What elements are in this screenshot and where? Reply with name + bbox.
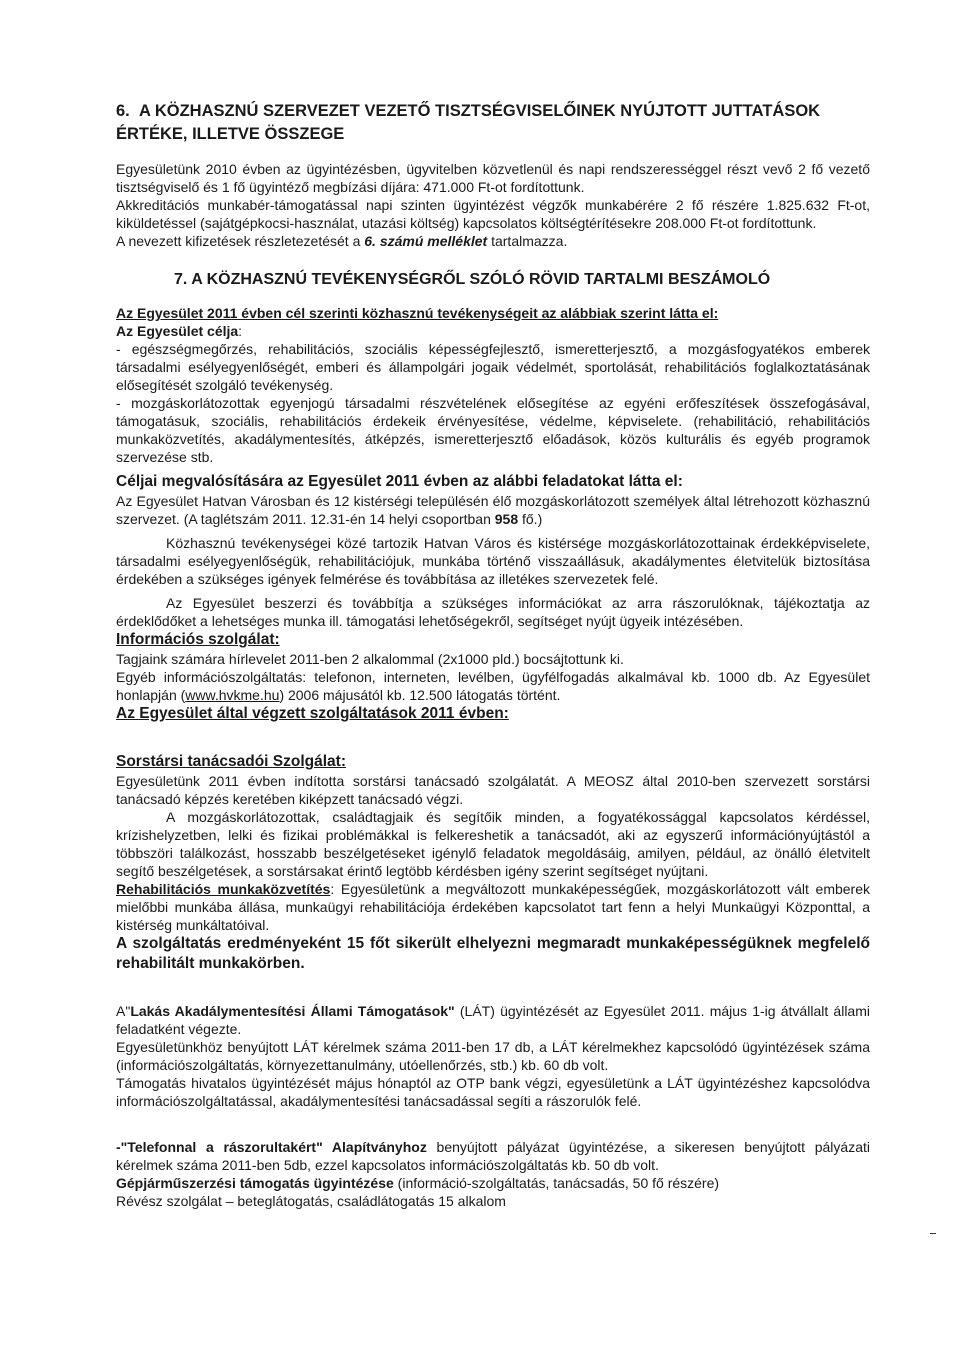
section-6-para2: Akkreditációs munkabér-támogatással napi szinten ügyintézést végzők munkabérére 2 fő részére 1.825.632 Ft-ot, kiküldetéssel (sajátgépkocsi-használat, utazási költség) kapcsolatos költségtérítésekre 208.000 Ft-ot fordítottunk. xyxy=(116,197,870,231)
goal-label: Az Egyesület célja: xyxy=(116,323,243,339)
section-6-title-line1: A KÖZHASZNÚ SZERVEZET VEZETŐ TISZTSÉGVISELŐINEK NYÚJTOTT JUTTATÁSOK xyxy=(138,102,821,120)
tasks-heading: Céljai megvalósítására az Egyesület 2011 évben az alábbi feladatokat látta el: xyxy=(116,473,683,490)
tasks-para2: Közhasznú tevékenységei közé tartozik Hatvan Város és kistérsége mozgáskorlátozottainak érdekképviselete, társadalmi esélyegyenlőségük, rehabilitációjuk, munkába történő visszaállásuk, akadálymentes életvitelük biztosítása érdekében a szükséges igények felmérése és továbbítása az illetékes szervezetek felé. xyxy=(116,535,870,587)
section-6-para1: Egyesületünk 2010 évben az ügyintézésben, ügyvitelben közvetlenül és napi rendszerességgel részt vevő 2 fő vezető tisztségviselő és 1 fő ügyintéző megbízási díjára: 471.000 Ft-ot fordítottunk. xyxy=(116,161,870,195)
rehab-heading: Rehabilitációs munkaközvetítés xyxy=(116,881,331,897)
counsel-para1: Egyesületünk 2011 évben indította sorstársi tanácsadó szolgálatát. A MEOSZ által 2010-ben szervezett sorstársi tanácsadó képzés keretében kiképzett tanácsadó végzi. xyxy=(116,773,870,807)
section-7-title: 7. A KÖZHASZNÚ TEVÉKENYSÉGRŐL SZÓLÓ RÖVID TARTALMI BESZÁMOLÓ xyxy=(174,271,771,288)
lat-para1: A"Lakás Akadálymentesítési Állami Támogatások" (LÁT) ügyintézését az Egyesület 2011. május 1-ig átvállalt állami feladatként végezte. xyxy=(116,1003,870,1037)
revesz-para: Révész szolgálat – beteglátogatás, családlátogatás 15 alkalom xyxy=(116,1193,506,1209)
lat-para3: Támogatás hivatalos ügyintézését május hónaptól az OTP bank végzi, egyesületünk a LÁT ügyintézéshez kapcsolódva információszolgáltatással, akadálymentesítési tanácsadással segíti a rászorulók felé. xyxy=(116,1075,870,1109)
counsel-heading: Sorstársi tanácsadói Szolgálat: xyxy=(116,753,346,770)
activities-heading: Az Egyesület 2011 évben cél szerinti közhasznú tevékenységeit az alábbiak szerint látta el: xyxy=(116,305,719,321)
margin-mark xyxy=(930,1233,936,1234)
services-heading: Az Egyesület által végzett szolgáltatások 2011 évben: xyxy=(116,705,509,722)
rehab-para: Rehabilitációs munkaközvetítés: Egyesületünk a megváltozott munkaképességűek, mozgáskorlátozott vált emberek mielőbbi munkába állása, munkaügyi rehabilitációja érdekében kapcsolatot tart fenn a helyi Munkaügyi Központtal, a kistérség munkáltatóival. xyxy=(116,881,870,933)
info-service-heading: Információs szolgálat: xyxy=(116,631,280,648)
telefon-para: -"Telefonnal a rászorultakért" Alapítványhoz benyújtott pályázat ügyintézése, a sikeresen benyújtott pályázati kérelmek száma 2011-ben 5db, ezzel kapcsolatos információszolgáltatás kb. 50 db volt. xyxy=(116,1139,870,1173)
goal-item-1: - egészségmegőrzés, rehabilitációs, szociális képességfejlesztő, ismeretterjesztő, a mozgásfogyatékos emberek társadalmi esélyegyenlőségét, emberi és állampolgári jogaik védelmét, sportolását, rehabilitációs foglalkoztatásának elősegítését szolgáló tevékenység. xyxy=(116,341,870,393)
section-6-para3: A nevezett kifizetések részletezetését a 6. számú melléklet tartalmazza. xyxy=(116,233,568,249)
attachment-reference: 6. számú melléklet xyxy=(364,233,488,249)
page-content xyxy=(116,100,870,1210)
website-link[interactable]: www.hvkme.hu xyxy=(185,687,280,703)
section-6-number: 6. xyxy=(116,102,130,120)
section-6-title xyxy=(116,100,870,123)
section-6-title-line2: ÉRTÉKE, ILLETVE ÖSSZEGE xyxy=(116,125,345,143)
info-para1: Tagjaink számára hírlevelet 2011-ben 2 alkalommal (2x1000 pld.) bocsájtottunk ki. xyxy=(116,651,624,667)
car-support-para: Gépjárműszerzési támogatás ügyintézése (információ-szolgáltatás, tanácsadás, 50 fő részére) xyxy=(116,1175,720,1191)
counsel-para2: A mozgáskorlátozottak, családtagjaik és segítőik minden, a fogyatékossággal kapcsolatos kérdéssel, krízishelyzetben, lelki és fizikai problémákkal is felkereshetik a tanácsadót, aki az egyszerű információnyújtástól a többszöri találkozást, hosszabb beszélgetéseket igénylő feladatok megoldásáig, amilyen, például, az önálló életvitelt segítő beszélgetések, a sorstársakat érintő legtöbb kérdésben igény szerint segítséget nyújtani. xyxy=(116,809,870,879)
tasks-para3: Az Egyesület beszerzi és továbbítja a szükséges információkat az arra rászorulóknak, tájékoztatja az érdeklődőket a lehetséges munka ill. támogatási lehetőségekről, segítséget nyújt ügyeik intézésében. xyxy=(116,595,870,629)
lat-para2: Egyesületünkhöz benyújtott LÁT kérelmek száma 2011-ben 17 db, a LÁT kérelmekhez kapcsolódó ügyintézések száma (információszolgáltatás, környezettanulmány, utóellenőrzés, stb.) kb. 60 db volt. xyxy=(116,1039,870,1073)
goal-item-2: - mozgáskorlátozottak egyenjogú társadalmi részvételének elősegítése az egyéni erőfeszítések összefogásával, támogatásuk, szociális, rehabilitációs érdekeik érvényesítése, védelme, képviselete. (rehabilitáció, rehabilitációs munkaközvetítés, akadálymentesítés, átképzés, ismeretterjesztő előadások, közös kulturális és egyéb programok szervezése stb. xyxy=(116,395,870,465)
info-para2: Egyéb információszolgáltatás: telefonon, interneten, levélben, ügyfélfogadás alkalmával kb. 1000 db. Az Egyesület honlapján (www.hvkme.hu) 2006 májusától kb. 12.500 látogatás történt. xyxy=(116,669,870,703)
rehab-result: A szolgáltatás eredményeként 15 főt sikerült elhelyezni megmaradt munkaképességüknek megfelelő rehabilitált munkakörben. xyxy=(116,935,870,972)
tasks-para1: Az Egyesület Hatvan Városban és 12 kistérségi településén élő mozgáskorlátozott személyek által létrehozott közhasznú szervezet. (A taglétszám 2011. 12.31-én 14 helyi csoportban 958 fő.) xyxy=(116,493,870,527)
